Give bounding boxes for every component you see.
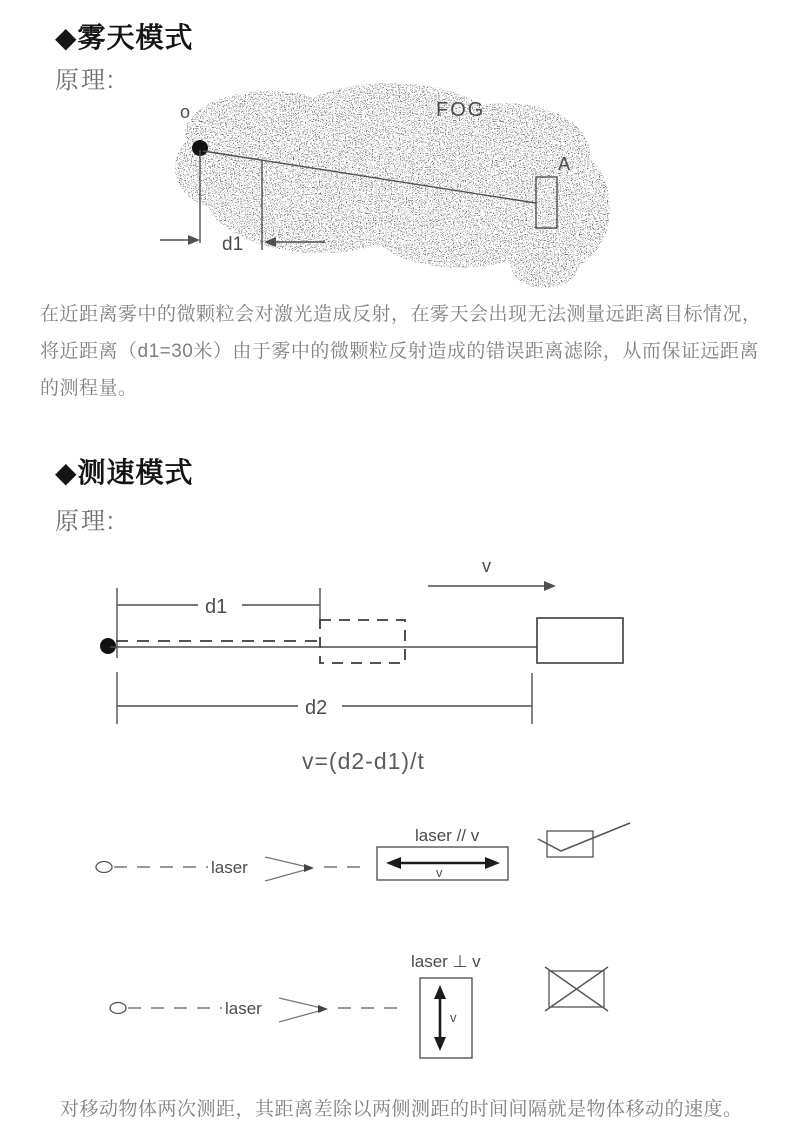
laser-parallel-diagram bbox=[60, 813, 700, 903]
laser-perpendicular-diagram bbox=[60, 945, 680, 1070]
check-mark-icon bbox=[538, 823, 630, 851]
fog-label: FOG bbox=[436, 99, 486, 121]
fog-cloud bbox=[175, 83, 610, 288]
speed-diagram bbox=[80, 550, 660, 735]
laser-beam-label: laser bbox=[211, 858, 248, 877]
beam-arrowhead bbox=[279, 998, 328, 1022]
motion-v-label: v bbox=[450, 1010, 457, 1025]
v-label: v bbox=[482, 556, 491, 576]
fog-principle-label: 原理: bbox=[55, 67, 116, 94]
laser-origin-dot bbox=[100, 638, 116, 654]
d1-label: d1 bbox=[205, 596, 228, 618]
origin-point-label: o bbox=[180, 102, 191, 122]
speed-principle-label: 原理: bbox=[55, 508, 116, 535]
d1-label: d1 bbox=[222, 234, 244, 255]
speed-section-heading: ◆测速模式 bbox=[55, 457, 194, 488]
fog-paragraph: 在近距离雾中的微颗粒会对激光造成反射，在雾天会出现无法测量远距离目标情况，将近距离（d1=30米）由于雾中的微颗粒反射造成的错误距离滤除，从而保证远距离的测程量。 bbox=[40, 304, 762, 399]
laser-perpendicular-title: laser ⊥ v bbox=[411, 952, 481, 971]
fog-diagram bbox=[150, 78, 620, 293]
target-second-position-box bbox=[537, 618, 623, 663]
correct-check-box bbox=[538, 823, 630, 857]
speed-conclusion: 对移动物体两次测距，其距离差除以两侧测距的时间间隔就是物体移动的速度。 bbox=[60, 1099, 743, 1120]
target-label: A bbox=[558, 154, 571, 174]
fog-section-heading: ◆雾天模式 bbox=[55, 22, 194, 53]
wrong-cross-box bbox=[545, 967, 608, 1011]
target-first-position-box bbox=[320, 620, 405, 663]
beam-arrowhead bbox=[265, 857, 314, 881]
d2-dimension bbox=[117, 672, 532, 724]
motion-v-label: v bbox=[436, 865, 443, 880]
laser-beam-label: laser bbox=[225, 999, 262, 1018]
d2-label: d2 bbox=[305, 697, 328, 719]
moving-target-box bbox=[420, 978, 472, 1058]
rangefinder-icon bbox=[96, 862, 112, 873]
rangefinder-icon bbox=[110, 1003, 126, 1014]
speed-formula: v=(d2-d1)/t bbox=[302, 748, 425, 774]
velocity-arrow bbox=[428, 556, 556, 591]
laser-parallel-title: laser // v bbox=[415, 826, 480, 845]
